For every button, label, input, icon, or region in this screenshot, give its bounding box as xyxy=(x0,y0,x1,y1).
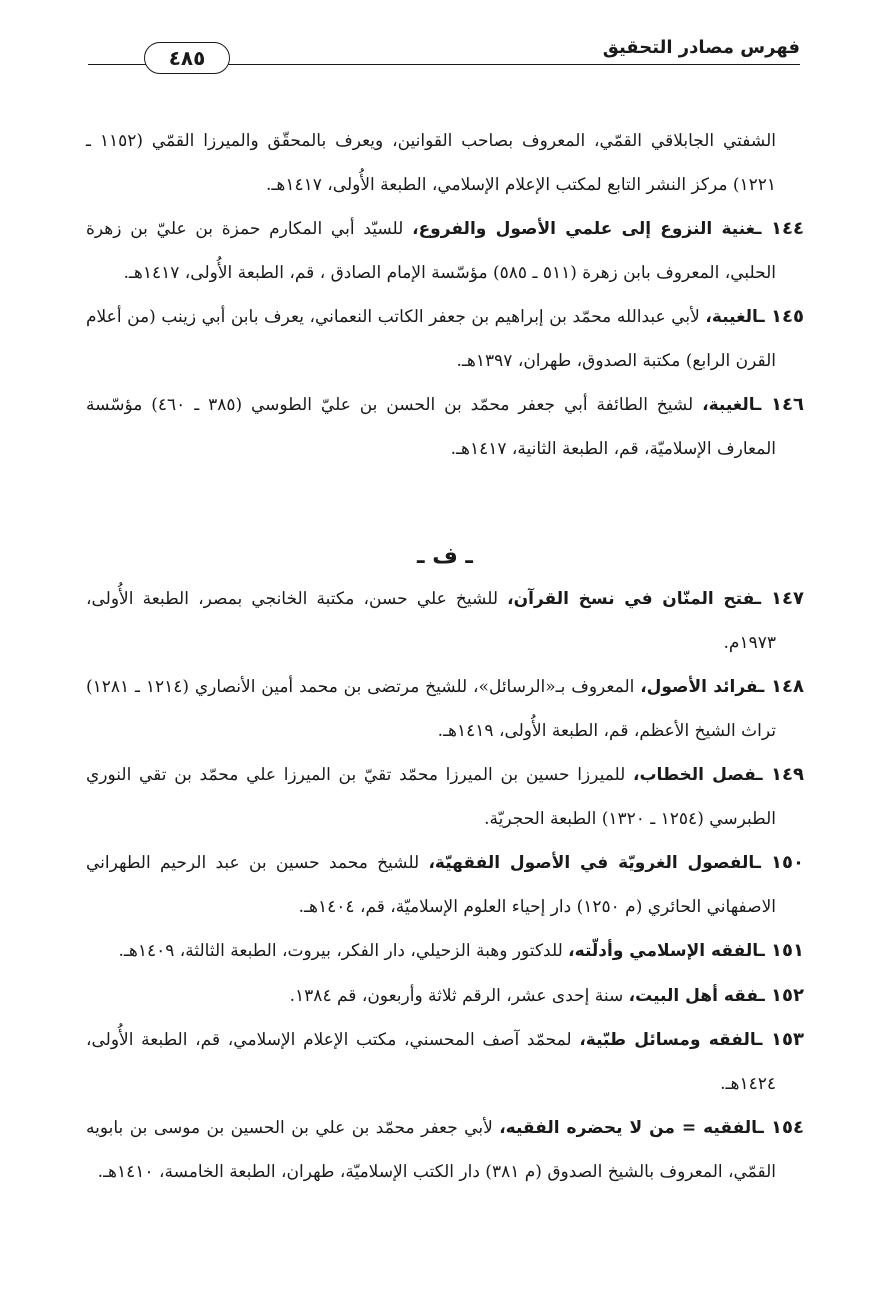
page-number: ٤٨٥ xyxy=(144,42,230,74)
entry-number: ١٤٥ ـ xyxy=(758,306,804,327)
entry-number: ١٥٠ ـ xyxy=(754,852,805,873)
entry-number: ١٤٩ ـ xyxy=(756,764,804,785)
running-title: فهرس مصادر التحقيق xyxy=(595,36,800,60)
bibliography-list xyxy=(86,120,804,1194)
bibliography-entry xyxy=(86,841,804,929)
bibliography-entry xyxy=(86,383,804,471)
entry-title: الفقه الإسلامي وأدلّته، xyxy=(568,941,759,961)
bibliography-entry xyxy=(86,577,804,665)
entry-details: لأبي عبدالله محمّد بن إبراهيم بن جعفر الكاتب النعماني، يعرف بابن أبي زينب (من أعلام القرن الرابع) مكتبة الصدوق، طهران، ١٣٩٧هـ. xyxy=(86,307,776,371)
bibliography-entry xyxy=(86,753,804,841)
entry-details: لأبي جعفر محمّد بن علي بن الحسين بن موسى بن بابويه القمّي، المعروف بالشيخ الصدوق (م ٣٨١) دار الكتب الإسلاميّة، طهران، الطبعة الخامسة، ١٤١٠هـ. xyxy=(86,1118,776,1182)
entry-details: سنة إحدى عشر، الرقم ثلاثة وأربعون، قم ١٣٨٤. xyxy=(289,985,629,1006)
entry-title: غنية النزوع إلى علمي الأصول والفروع، xyxy=(412,219,756,239)
bibliography-entry xyxy=(86,665,804,753)
entry-details: للسيّد أبي المكارم حمزة بن عليّ بن زهرة الحلبي، المعروف بابن زهرة (٥١١ ـ ٥٨٥) مؤسّسة الإمام الصادق ، قم، الطبعة الأُولى، ١٤١٧هـ. xyxy=(86,219,776,283)
entry-number: ١٤٤ ـ xyxy=(755,218,805,239)
entry-number: ١٥٣ ـ xyxy=(756,1029,804,1050)
bibliography-entry xyxy=(86,1018,804,1106)
entry-title: فصل الخطاب، xyxy=(633,765,757,785)
entry-number: ١٤٧ ـ xyxy=(754,588,804,609)
entry-details: للشيخ علي حسن، مكتبة الخانجي بمصر، الطبعة الأُولى، ١٩٧٣م. xyxy=(86,589,776,653)
entry-title: فرائد الأصول، xyxy=(640,677,759,697)
entry-number: ١٤٨ ـ xyxy=(758,676,804,697)
entry-details: لمحمّد آصف المحسني، مكتب الإعلام الإسلامي، قم، الطبعة الأُولى، ١٤٢٤هـ. xyxy=(86,1030,776,1094)
entry-number: ١٥١ ـ xyxy=(758,940,804,961)
entry-title: فقه أهل البيت، xyxy=(628,985,759,1006)
entry-details: للميرزا حسين بن الميرزا محمّد تقيّ بن الميرزا علي محمّد بن تقي النوري الطبرسي (١٢٥٤ ـ ١٣٢٠) الطبعة الحجريّة. xyxy=(86,765,776,829)
bibliography-entry xyxy=(86,207,804,295)
bibliography-entry xyxy=(86,929,804,974)
entry-details: المعروف بـ«الرسائل»، للشيخ مرتضى بن محمد أمين الأنصاري (١٢١٤ ـ ١٢٨١) تراث الشيخ الأعظم، قم، الطبعة الأُولى، ١٤١٩هـ. xyxy=(86,677,776,741)
bibliography-entry xyxy=(86,295,804,383)
section-heading-letter: ـ ف ـ xyxy=(417,544,473,569)
bibliography-entry xyxy=(86,1106,804,1194)
entry-title: الغيبة، xyxy=(702,395,756,415)
entry-continuation: الشفتي الجابلاقي القمّي، المعروف بصاحب القوانين، ويعرف بالمحقّق والميرزا القمّي (١١٥٢ ـ ١٢٢١) مركز النشر التابع لمكتب الإعلام الإسلامي، الطبعة الأُولى، ١٤١٧هـ. xyxy=(86,131,776,195)
entry-details: لشيخ الطائفة أبي جعفر محمّد بن الحسن بن عليّ الطوسي (٣٨٥ ـ ٤٦٠) مؤسّسة المعارف الإسلاميّة، قم، الطبعة الثانية، ١٤١٧هـ. xyxy=(86,395,776,459)
entry-number: ١٥٢ ـ xyxy=(758,984,804,1006)
entry-details: للدكتور وهبة الزحيلي، دار الفكر، بيروت، الطبعة الثالثة، ١٤٠٩هـ. xyxy=(118,941,569,961)
entry-title: الفقه ومسائل طبّية، xyxy=(579,1030,757,1050)
page-header xyxy=(88,34,800,72)
entry-title: الفقيه = من لا يحضره الفقيه، xyxy=(499,1118,758,1138)
entry-number: ١٤٦ ـ xyxy=(755,394,805,415)
entry-number: ١٥٤ ـ xyxy=(757,1117,804,1138)
entry-title: الفصول الغرويّة في الأصول الفقهيّة، xyxy=(428,853,755,873)
entry-details: للشيخ محمد حسين بن عبد الرحيم الطهراني الاصفهاني الحائري (م ١٢٥٠) دار إحياء العلوم الإسلاميّة، قم، ١٤٠٤هـ. xyxy=(86,853,776,917)
bibliography-entry xyxy=(86,974,804,1019)
entry-title: فتح المنّان في نسخ القرآن، xyxy=(507,589,755,609)
entry-title: الغيبة، xyxy=(705,307,759,327)
